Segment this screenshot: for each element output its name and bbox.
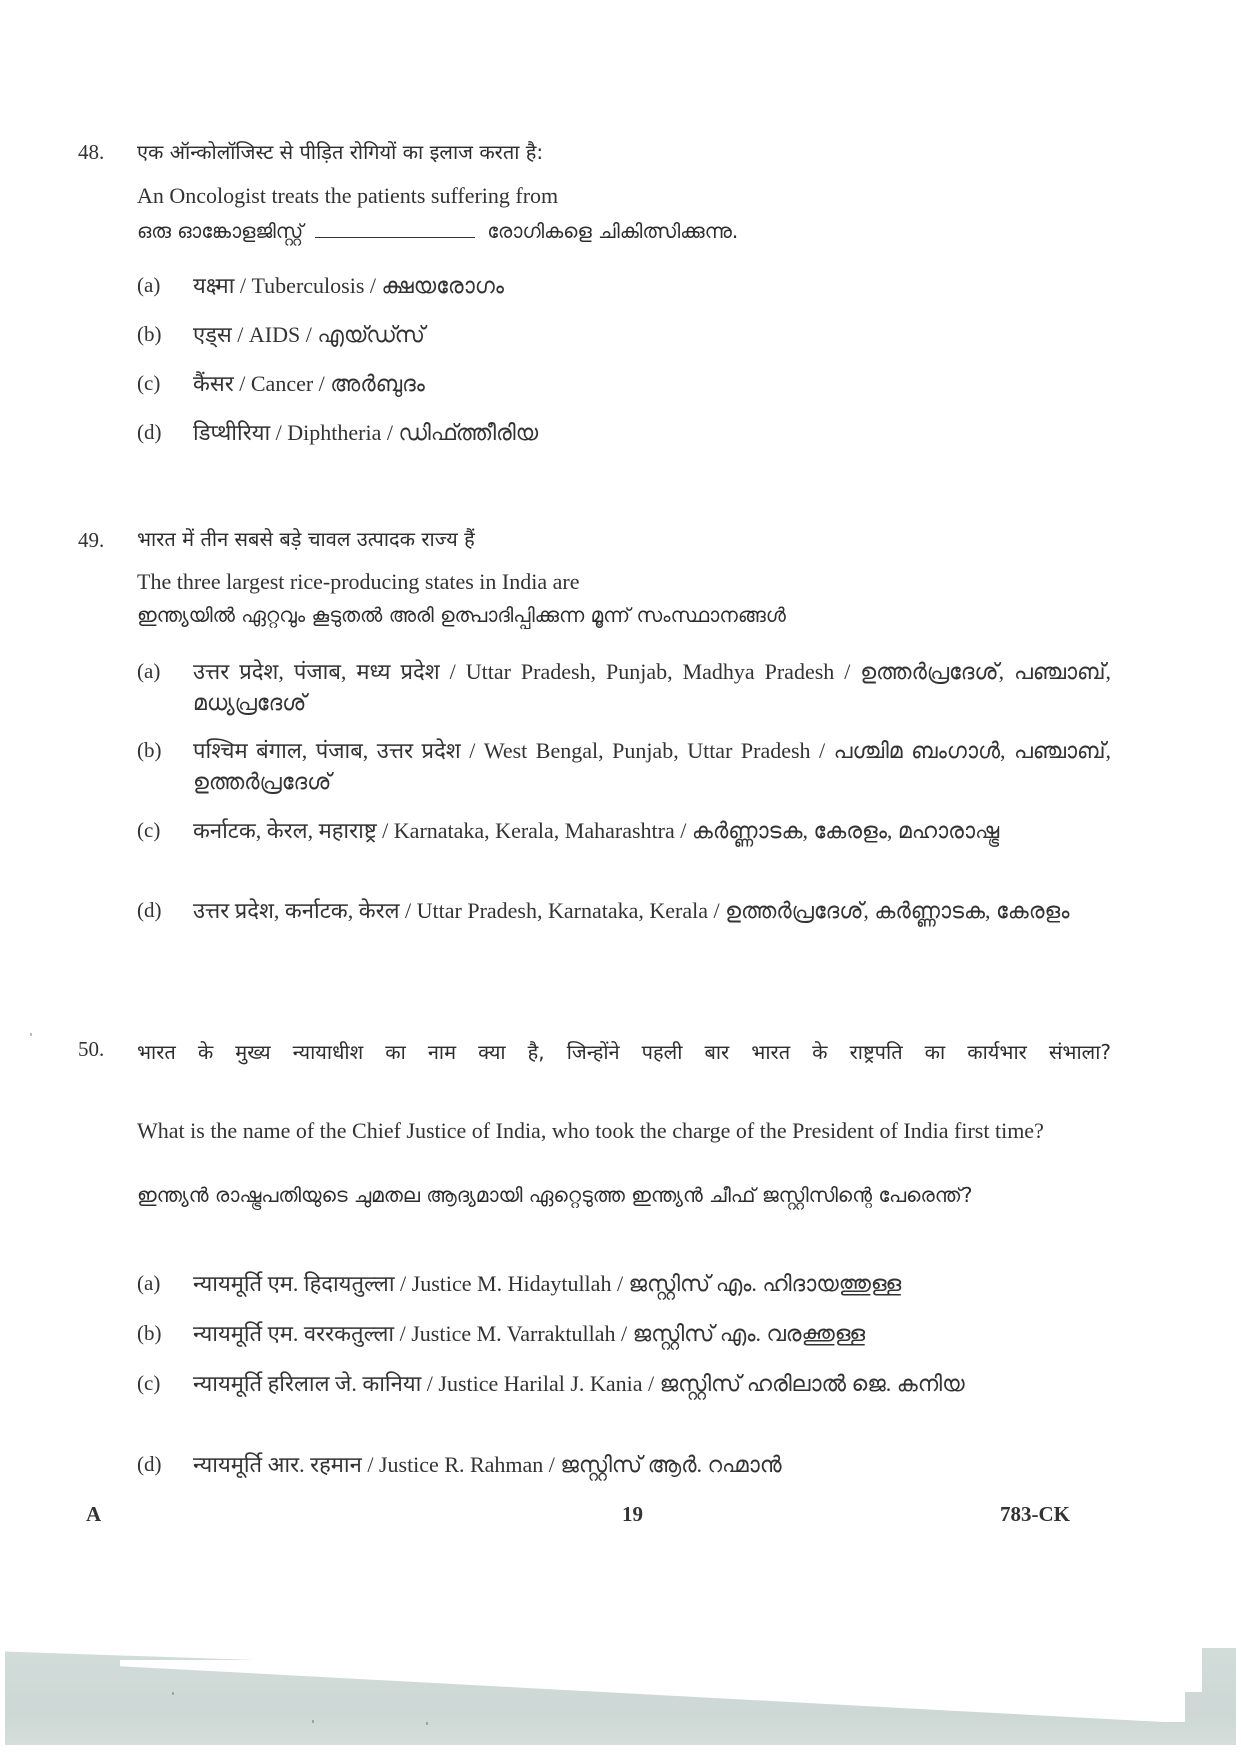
question-number: 48. [78, 140, 105, 164]
option-text: कर्नाटक, केरल, महाराष्ट्र / Karnataka, Kerala, Maharashtra / കർണ്ണാടക, കേരളം, മഹാരാഷ്ട്ര [193, 818, 1000, 843]
option-label: (a) [137, 273, 161, 297]
option-a [137, 270, 1111, 301]
option-c [137, 815, 1111, 877]
option-label: (c) [137, 1371, 161, 1395]
option-c [137, 368, 1111, 399]
scan-speck [312, 1720, 314, 1723]
fill-in-blank [315, 219, 475, 238]
question-text-hindi: एक ऑन्कोलॉजिस्ट से पीड़ित रोगियों का इलाज करता है: [137, 140, 544, 164]
option-text: उत्तर प्रदेश, पंजाब, मध्य प्रदेश / Uttar Pradesh, Punjab, Madhya Pradesh / ഉത്തർപ്രദേശ്, പഞ്ചാബ്, മധ്യപ്രദേശ് [193, 659, 1111, 715]
option-b [137, 319, 1111, 350]
option-text: न्यायमूर्ति एम. वररकतुल्ला / Justice M. Varraktullah / ജസ്റ്റിസ് എം. വരക്തുള്ള [193, 1321, 866, 1346]
option-d [137, 1449, 1111, 1480]
footer-page-number: 19 [622, 1502, 643, 1526]
option-text: उत्तर प्रदेश, कर्नाटक, केरल / Uttar Pradesh, Karnataka, Kerala / ഉത്തർപ്രദേശ്, കർണ്ണാടക, കേരളം [193, 898, 1070, 923]
footer-booklet-code: 783-CK [1000, 1502, 1070, 1526]
scan-speck [30, 1033, 32, 1036]
question-text-english: The three largest rice-producing states in India are [137, 569, 580, 594]
scan-speck [172, 1692, 174, 1695]
option-label: (d) [137, 420, 162, 444]
footer-series-code: A [86, 1502, 102, 1526]
option-b [137, 735, 1111, 797]
question-text-english: An Oncologist treats the patients suffering from [137, 183, 559, 208]
option-d [137, 895, 1111, 957]
question-text-hindi: भारत में तीन सबसे बड़े चावल उत्पादक राज्य हैं [137, 527, 475, 551]
option-c [137, 1368, 1111, 1430]
scan-speck [426, 1722, 428, 1725]
question-text-hindi: भारत के मुख्य न्यायाधीश का नाम क्या है, जिन्होंने पहली बार भारत के राष्ट्रपति का कार्यभार संभाला? [137, 1040, 1111, 1064]
question-text-english: What is the name of the Chief Justice of India, who took the charge of the President of India first time? [137, 1118, 1044, 1143]
option-label: (b) [137, 738, 162, 762]
option-text: यक्ष्मा / Tuberculosis / ക്ഷയരോഗം [193, 273, 505, 298]
option-label: (c) [137, 818, 161, 842]
option-label: (a) [137, 659, 161, 683]
option-label: (d) [137, 898, 162, 922]
option-d [137, 417, 1111, 448]
option-text: एड्स / AIDS / എയ്ഡ്സ് [193, 322, 425, 347]
option-label: (a) [137, 1271, 161, 1295]
malayalam-prefix: ഒരു ഓങ്കോളജിസ്റ്റ് [137, 219, 304, 243]
question-number: 50. [78, 1037, 105, 1061]
question-text-malayalam: ഇന്ത്യയിൽ ഏറ്റവും കൂടുതൽ അരി ഉത്പാദിപ്പിക്കുന്ന മൂന്ന് സംസ്ഥാനങ്ങൾ [137, 603, 786, 627]
malayalam-suffix: രോഗികളെ ചികിത്സിക്കുന്നു. [487, 219, 739, 243]
option-label: (c) [137, 371, 161, 395]
question-text-malayalam [137, 217, 1111, 245]
option-label: (b) [137, 322, 162, 346]
option-a [137, 656, 1111, 718]
option-a [137, 1268, 1111, 1299]
option-text: न्यायमूर्ति हरिलाल जे. कानिया / Justice Harilal J. Kania / ജസ്റ്റിസ് ഹരിലാൽ ജെ. കനിയ [193, 1371, 965, 1396]
option-text: डिप्थीरिया / Diphtheria / ഡിഫ്ത്തീരിയ [193, 420, 539, 445]
question-number: 49. [78, 528, 105, 552]
question-text-malayalam: ഇന്ത്യൻ രാഷ്ട്രപതിയുടെ ചുമതല ആദ്യമായി ഏറ്റെടുത്ത ഇന്ത്യൻ ചീഫ് ജസ്റ്റിസിന്റെ പേരെന്ത്? [137, 1183, 973, 1207]
option-label: (d) [137, 1452, 162, 1476]
option-text: न्यायमूर्ति आर. रहमान / Justice R. Rahman / ജസ്റ്റിസ് ആർ. റഹ്മാൻ [193, 1452, 782, 1477]
option-text: पश्चिम बंगाल, पंजाब, उत्तर प्रदेश / West Bengal, Punjab, Uttar Pradesh / പശ്ചിമ ബംഗാൾ, പഞ്ചാബ്, ഉത്തർപ്രദേശ് [193, 738, 1111, 794]
option-text: न्यायमूर्ति एम. हिदायतुल्ला / Justice M. Hidaytullah / ജസ്റ്റിസ് എം. ഹിദായത്തുള്ള [193, 1271, 902, 1296]
option-b [137, 1318, 1111, 1349]
option-label: (b) [137, 1321, 162, 1345]
option-text: कैंसर / Cancer / അർബുദം [193, 371, 425, 396]
